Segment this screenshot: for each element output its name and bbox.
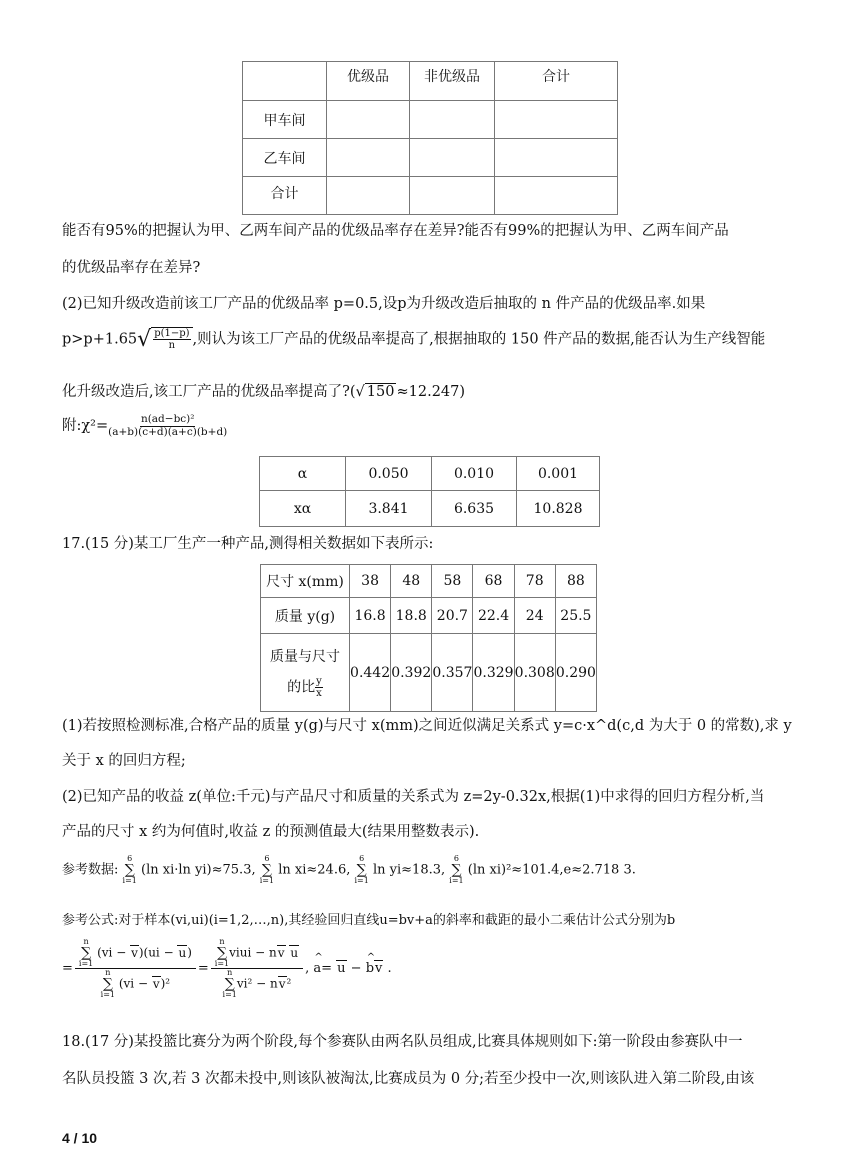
reference-data-label: 参考数据:	[62, 862, 119, 878]
sigma-icon: 6 ∑ i=1	[354, 854, 369, 885]
table-cell	[495, 177, 618, 215]
table-cell: 0.392	[391, 634, 432, 712]
formula-text: p>p+1.65	[62, 331, 138, 348]
table-cell: 0.010	[432, 457, 517, 491]
table-cell: 0.050	[346, 457, 432, 491]
reference-data-item: (ln xi·ln yi)≈75.3,	[141, 862, 256, 878]
table-row-label: 甲车间	[243, 101, 327, 139]
radical-sign: √	[137, 327, 152, 352]
table-row-label: xα	[260, 491, 346, 527]
question-text: 产品的尺寸 x 约为何值时,收益 z 的预测值最大(结果用整数表示).	[62, 824, 480, 840]
reference-data-item: (ln xi)²≈101.4,e≈2.718 3.	[467, 862, 636, 878]
question-text-part: 化升级改造后,该工厂产品的优级品率提高了?(	[62, 384, 356, 400]
table-cell: 3.841	[346, 491, 432, 527]
table-cell: 0.357	[432, 634, 473, 712]
formula-text: ,则认为该工厂产品的优级品率提高了,根据抽取的 150 件产品的数据,能否认为生产线智能	[192, 331, 766, 348]
least-squares-formula: = n ∑ i=1 (vi − v)(ui − u) n ∑ i=1 (vi − v)² = n ∑ i=1 viui − nv u n ∑ i=1 vi² − nv² , ^ a= u − ^ bv .	[62, 938, 392, 999]
table-row-label: 尺寸 x(mm)	[261, 565, 350, 598]
table-cell	[410, 177, 495, 215]
ratio-label-line2: 的比	[287, 679, 316, 696]
question-text: 化升级改造后,该工厂产品的优级品率提高了?(√ 150 ≈12.247)	[62, 384, 466, 400]
fraction-denominator: n	[168, 340, 176, 351]
table-cell: 0.308	[514, 634, 555, 712]
question-title: 17.(15 分)某工厂生产一种产品,测得相关数据如下表所示:	[62, 536, 434, 552]
table-cell: 0.442	[350, 634, 391, 712]
table-header-cell: 优级品	[327, 62, 410, 101]
table-row-label: α	[260, 457, 346, 491]
critical-value-table	[259, 456, 600, 527]
table-header-cell	[243, 62, 327, 101]
table-cell: 16.8	[350, 598, 391, 634]
sigma-icon: 6 ∑ i=1	[259, 854, 275, 885]
table-cell: 20.7	[432, 598, 473, 634]
table-row-label	[261, 634, 350, 712]
reference-data	[62, 855, 636, 885]
table-cell: 88	[555, 565, 596, 598]
table-cell: 48	[391, 565, 432, 598]
question-text-part: ≈12.247)	[396, 384, 466, 400]
table-cell: 0.329	[473, 634, 514, 712]
table-cell: 6.635	[432, 491, 517, 527]
question-text: 能否有95%的把握认为甲、乙两车间产品的优级品率存在差异?能否有99%的把握认为甲、乙两车间产品	[62, 223, 729, 239]
question-text: 关于 x 的回归方程;	[62, 753, 186, 769]
appendix-formula	[62, 414, 227, 438]
table-cell	[410, 101, 495, 139]
product-data-table	[260, 564, 597, 712]
table-cell: 68	[473, 565, 514, 598]
table-cell	[495, 101, 618, 139]
ratio-denominator: x	[316, 688, 322, 699]
question-text: (1)若按照检测标准,合格产品的质量 y(g)与尺寸 x(mm)之间近似满足关系式 y=c·x^d(c,d 为大于 0 的常数),求 y	[62, 718, 792, 734]
table-cell: 10.828	[517, 491, 600, 527]
appendix-label: 附:χ²=	[62, 418, 109, 435]
chi-square-denominator: (a+b)(c+d)(a+c)(b+d)	[108, 425, 228, 438]
table-cell: 0.001	[517, 457, 600, 491]
contingency-table	[242, 61, 618, 215]
table-header-cell: 合计	[495, 62, 618, 101]
page-number: 4 / 10	[62, 1130, 98, 1146]
ratio-numerator: y	[316, 676, 322, 687]
table-row-label: 乙车间	[243, 139, 327, 177]
table-cell: 18.8	[391, 598, 432, 634]
table-header-cell: 非优级品	[410, 62, 495, 101]
table-cell: 25.5	[555, 598, 596, 634]
sqrt-value: 150	[366, 384, 395, 400]
table-cell	[410, 139, 495, 177]
formula-line	[62, 327, 765, 352]
question-text: 名队员投篮 3 次,若 3 次都未投中,则该队被淘汰,比赛成员为 0 分;若至少投中一次,则该队进入第二阶段,由该	[62, 1071, 755, 1087]
question-text: 18.(17 分)某投篮比赛分为两个阶段,每个参赛队由两名队员组成,比赛具体规则如下:第一阶段由参赛队中一	[62, 1034, 743, 1050]
question-text: (2)已知升级改造前该工厂产品的优级品率 p=0.5,设p为升级改造后抽取的 n 件产品的优级品率.如果	[62, 296, 706, 312]
table-cell: 24	[514, 598, 555, 634]
table-cell: 78	[514, 565, 555, 598]
table-cell: 22.4	[473, 598, 514, 634]
question-text: 的优级品率存在差异?	[62, 260, 201, 276]
table-cell: 38	[350, 565, 391, 598]
table-cell: 0.290	[555, 634, 596, 712]
reference-data-item: ln yi≈18.3,	[373, 862, 446, 878]
fraction-numerator: p(1−p)	[154, 328, 190, 339]
reference-data-item: ln xi≈24.6,	[278, 862, 351, 878]
table-cell	[327, 139, 410, 177]
reference-formula: 参考公式:对于样本(vi,ui)(i=1,2,…,n),其经验回归直线u=bv+a的斜率和截距的最小二乘估计公式分别为b	[62, 913, 676, 928]
table-row-label: 质量 y(g)	[261, 598, 350, 634]
chi-square-numerator: n(ad−bc)²	[140, 413, 195, 425]
table-cell	[327, 101, 410, 139]
table-cell	[327, 177, 410, 215]
table-cell	[495, 139, 618, 177]
table-cell: 58	[432, 565, 473, 598]
sigma-icon: 6 ∑ i=1	[449, 854, 464, 885]
table-row-label: 合计	[243, 177, 327, 215]
sigma-icon: 6 ∑ i=1	[122, 854, 137, 885]
question-text: (2)已知产品的收益 z(单位:千元)与产品尺寸和质量的关系式为 z=2y-0.32x,根据(1)中求得的回归方程分析,当	[62, 789, 765, 805]
ratio-label-line1: 质量与尺寸	[270, 649, 340, 665]
